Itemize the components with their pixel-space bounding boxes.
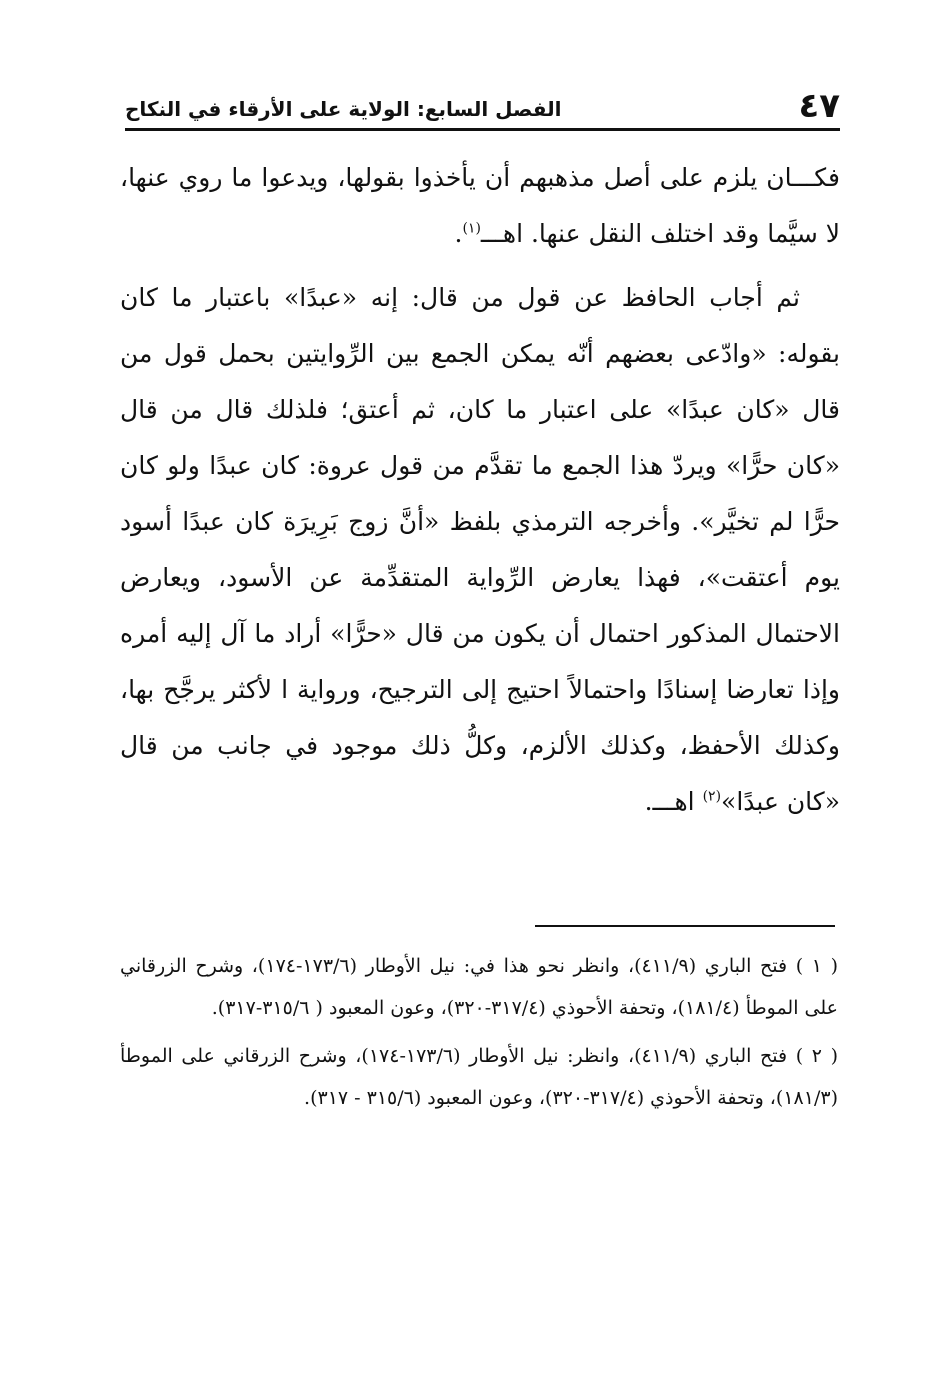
paragraph-1-end: .: [454, 219, 463, 248]
footnote-ref-2: (٢): [702, 788, 722, 805]
footnote-ref-1: (١): [462, 220, 481, 237]
page-number: ٤٧: [798, 86, 840, 126]
footnote-divider: [535, 925, 835, 927]
footnote-2: ( ٢ ) فتح الباري (٤١١/٩)، وانظر: نيل الأوطار (١٧٣/٦-١٧٤)، وشرح الزرقاني على الموطأ (١٨١/٣)، وتحفة الأحوذي (٣١٧/٤-٣٢٠)، وعون المعبود (٣١٥/٦ - ٣١٧).: [120, 1045, 838, 1109]
footnotes: [120, 945, 838, 1125]
paragraph-2: [120, 270, 840, 830]
paragraph-1-text: فكـــان يلزم على أصل مذهبهم أن يأخذوا بقولها، ويدعوا ما روي عنها، لا سيَّما وقد اختلف النقل عنها. اهـــ: [120, 163, 840, 248]
paragraph-2-end: اهـــ.: [644, 787, 703, 816]
running-title: الفصل السابع: الولاية على الأرقاء في النكاح: [125, 97, 562, 121]
paragraph-1: [120, 150, 840, 262]
main-text: [120, 150, 840, 838]
page-header: [125, 86, 840, 131]
footnote-1: ( ١ ) فتح الباري (٤١١/٩)، وانظر نحو هذا في: نيل الأوطار (١٧٣/٦-١٧٤)، وشرح الزرقاني على الموطأ (١٨١/٤)، وتحفة الأحوذي (٣١٧/٤-٣٢٠)، وعون المعبود ( ٣١٥/٦-٣١٧).: [120, 955, 839, 1019]
paragraph-2-text: ثم أجاب الحافظ عن قول من قال: إنه «عبدًا» باعتبار ما كان بقوله: «وادّعى بعضهم أنّه يمكن الجمع بين الرِّوايتين بحمل قول من قال «كان عبدًا» على اعتبار ما كان، ثم أعتق؛ فلذلك قال من قال «كان حرًّا» ويردّ هذا الجمع ما تقدَّم من قول عروة: كان عبدًا ولو كان حرًّا لم تخيَّر». وأخرجه الترمذي بلفظ «أنَّ زوج بَرِيرَة كان عبدًا أسود يوم أعتقت»، فهذا يعارض الرِّواية المتقدِّمة عن الأسود، ويعارض الاحتمال المذكور احتمال أن يكون من قال «حرًّا» أراد ما آل إليه أمره وإذا تعارضا إسنادًا واحتمالاً احتيج إلى الترجيح، ورواية ا لأكثر يرجَّح بها، وكذلك الأحفظ، وكذلك الألزم، وكلُّ ذلك موجود في جانب من قال «كان عبدًا»: [120, 283, 840, 816]
